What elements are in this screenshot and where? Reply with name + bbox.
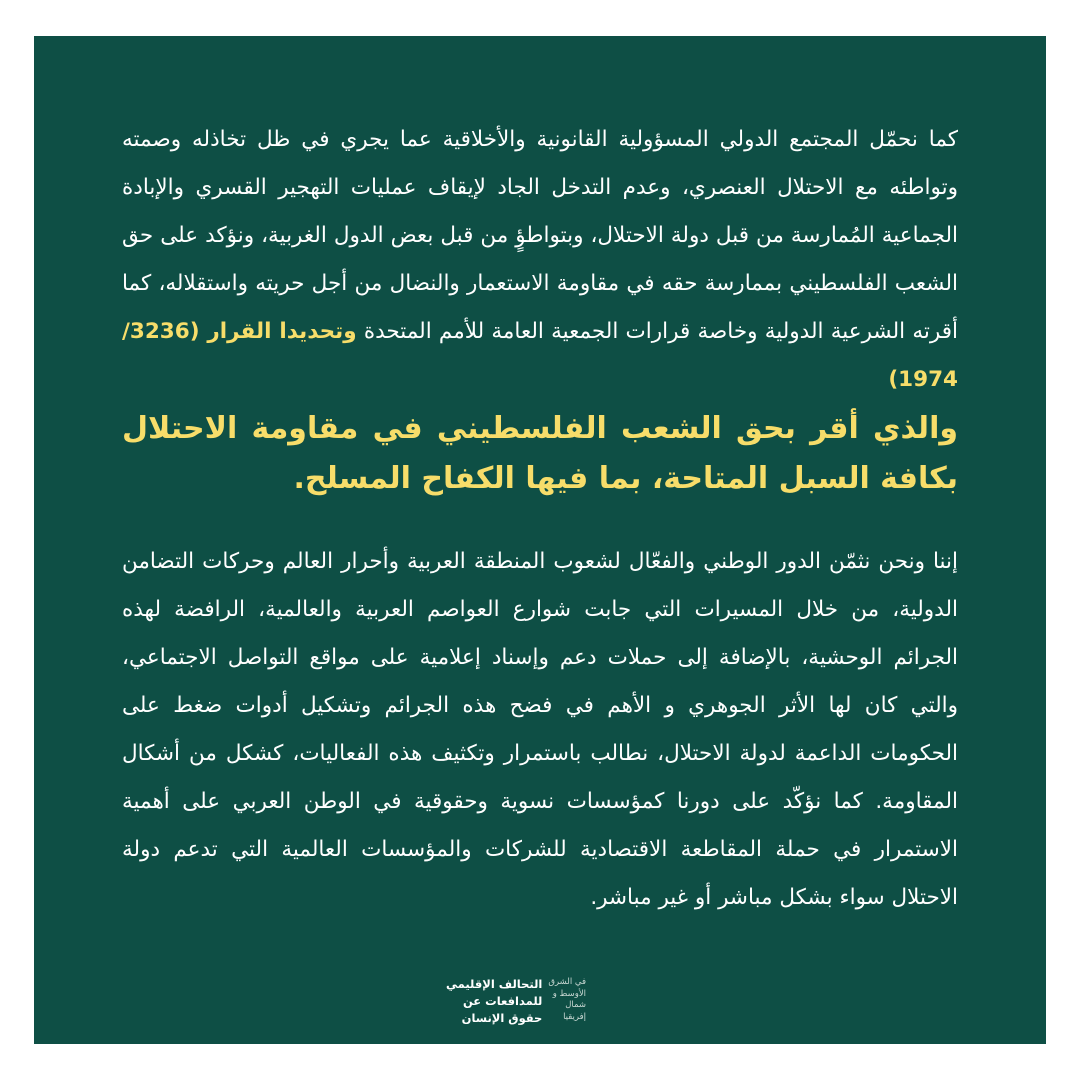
logo-region-text [548,976,586,1023]
logo-main-text [446,976,542,1027]
coalition-logo [446,976,630,1034]
logo-main-line: للمدافعات عن [462,994,543,1008]
logo-sub-line: شمال [565,1000,587,1010]
paragraph-responsibility-text: كما نحمّل المجتمع الدولي المسؤولية القانونية والأخلاقية عما يجري في ظل تخاذله وصمته وتواطئه مع الاحتلال العنصري، وعدم التدخل الجاد لإيقاف عمليات التهجير القسري والإبادة الجماعية المُمارسة من قبل دولة الاحتلال، وبتواطؤٍ من قبل بعض الدول الغربية، ونؤكد على حق الشعب الفلسطيني بممارسة حقه في مقاومة الاستعمار والنضال من أجل حريته واستقلاله، كما أقرته الشرعية الدولية وخاصة قرارات الجمعية العامة للأمم المتحدة [122,127,958,344]
logo-sub-line: الأوسط و [552,988,587,999]
statement-body [122,116,958,922]
paragraph-responsibility [122,116,958,404]
logo-sub-line: في الشرق [548,977,587,987]
resolution-reference: وتحديدا القرار (3236/ 1974) [122,319,958,392]
post-background [34,36,1046,1044]
resistance-right-highlight: والذي أقر بحق الشعب الفلسطيني في مقاومة الاحتلال بكافة السبل المتاحة، بما فيها الكفاح المسلح. [122,411,958,496]
logo-sub-line: إفريقيا [563,1011,587,1022]
paragraph-solidarity: إننا ونحن نثمّن الدور الوطني والفعّال لشعوب المنطقة العربية وأحرار العالم وحركات التضامن الدولية، من خلال المسيرات التي جابت شوارع العواصم العربية والعالمية، الرافضة لهذه الجرائم الوحشية، بالإضافة إلى حملات دعم وإسناد إعلامية على مواقع التواصل الاجتماعي، والتي كان لها الأثر الجوهري و الأهم في فضح هذه الجرائم وتشكيل أدوات ضغط على الحكومات الداعمة لدولة الاحتلال، نطالب باستمرار وتكثيف هذه الفعاليات، كشكل من أشكال المقاومة. كما نؤكّد على دورنا كمؤسسات نسوية وحقوقية في الوطن العربي على أهمية الاستمرار في حملة المقاطعة الاقتصادية للشركات والمؤسسات العالمية التي تدعم دولة الاحتلال سواء بشكل مباشر أو غير مباشر. [122,549,958,910]
logo-main-line: التحالف الإقليمي [446,977,543,991]
logo-main-line: حقوق الإنسان [461,1011,543,1025]
